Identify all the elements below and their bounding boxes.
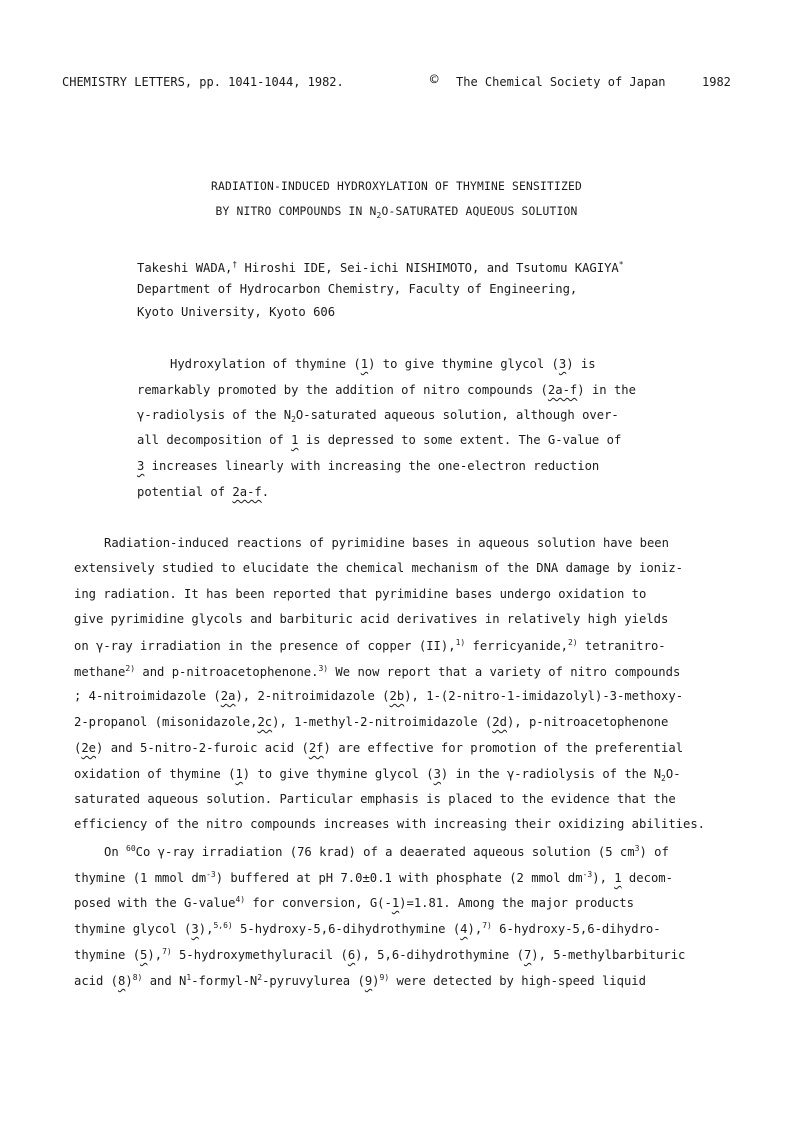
body-line: give pyrimidine glycols and barbituric acid derivatives in relatively high yields [74,612,669,626]
body-line: Radiation-induced reactions of pyrimidine bases in aqueous solution have been [104,536,669,550]
title-line-2: BY NITRO COMPOUNDS IN $N_2O$-SATURATED AQUEOUS SOLUTION [215,205,578,220]
body-line: On $^{60}$Co γ-ray irradiation (76 krad) of a deaerated aqueous solution (5 $cm^3$) of [104,844,669,859]
title-line-1: RADIATION-INDUCED HYDROXYLATION OF THYMINE SENSITIZED [210,180,583,193]
body-line: extensively studied to elucidate the chemical mechanism of the DNA damage by ioniz- [74,561,684,575]
abstract-line: Hydroxylation of thymine (1) to give thymine glycol (3) is [170,357,596,371]
body-line: (2e) and 5-nitro-2-furoic acid (2f) are effective for promotion of the preferential [74,741,684,755]
body-line: posed with the G-value$^{4)}$ for conversion, G(-1)=1.81. Among the major products [74,895,634,910]
body-line: oxidation of thymine (1) to give thymine glycol (3) in the γ-radiolysis of the $N_2O-$ [74,767,681,783]
affiliation-department: Department of Hydrocarbon Chemistry, Faculty of Engineering, [137,282,578,296]
author-list: Takeshi WADA,† Hiroshi IDE, Sei-ichi NISHIMOTO, and Tsutomu KAGIYA* [137,260,624,275]
body-line: ; 4-nitroimidazole (2a), 2-nitroimidazole (2b), 1-(2-nitro-1-imidazolyl)-3-methoxy- [74,689,684,703]
body-line: efficiency of the nitro compounds increases with increasing their oxidizing abilities. [74,817,706,831]
body-line: ing radiation. It has been reported that pyrimidine bases undergo oxidation to [74,587,647,601]
body-line: 2-propanol (misonidazole,2c), 1-methyl-2-nitroimidazole (2d), p-nitroacetophenone [74,715,669,729]
abstract-line: remarkably promoted by the addition of nitro compounds (2a-f) in the [137,383,636,397]
header-year: 1982 [702,75,731,89]
body-line: thymine glycol (3),$^{5,6)}$ 5-hydroxy-5,6-dihydrothymine (4),$^{7)}$ 6-hydroxy-5,6-dihydro- [74,921,661,936]
body-line: saturated aqueous solution. Particular emphasis is placed to the evidence that the [74,792,676,806]
copyright-symbol: © [430,72,439,88]
body-line: on γ-ray irradiation in the presence of copper (II),$^{1)}$ ferricyanide,$^{2)}$ tetranitro- [74,638,666,653]
copyright-holder: The Chemical Society of Japan [456,75,666,89]
abstract-line: 3 increases linearly with increasing the one-electron reduction [137,459,600,473]
body-line: thymine (5),$^{7)}$ 5-hydroxymethyluracil (6), 5,6-dihydrothymine (7), 5-methylbarbituric [74,947,686,962]
affiliation-university: Kyoto University, Kyoto 606 [137,305,336,319]
abstract-line: γ-radiolysis of the $N_2O$-saturated aqueous solution, although over- [137,408,619,424]
body-line: thymine (1 mmol $dm^{-3}$) buffered at pH 7.0±0.1 with phosphate (2 mmol $dm^{-3}$), 1 decom- [74,870,673,885]
abstract-line: all decomposition of 1 is depressed to some extent. The G-value of [137,433,622,447]
body-line: methane$^{2)}$ and p-nitroacetophenone.$^{3)}$ We now report that a variety of nitro compounds [74,664,681,679]
abstract-line: potential of 2a-f. [137,485,270,499]
journal-citation: CHEMISTRY LETTERS, pp. 1041-1044, 1982. [62,75,344,89]
body-line: acid $(8)^{8)}$ and $N^1-formyl-N^2$-pyruvylurea $(9)^{9)}$ were detected by high-speed liquid [74,973,646,988]
